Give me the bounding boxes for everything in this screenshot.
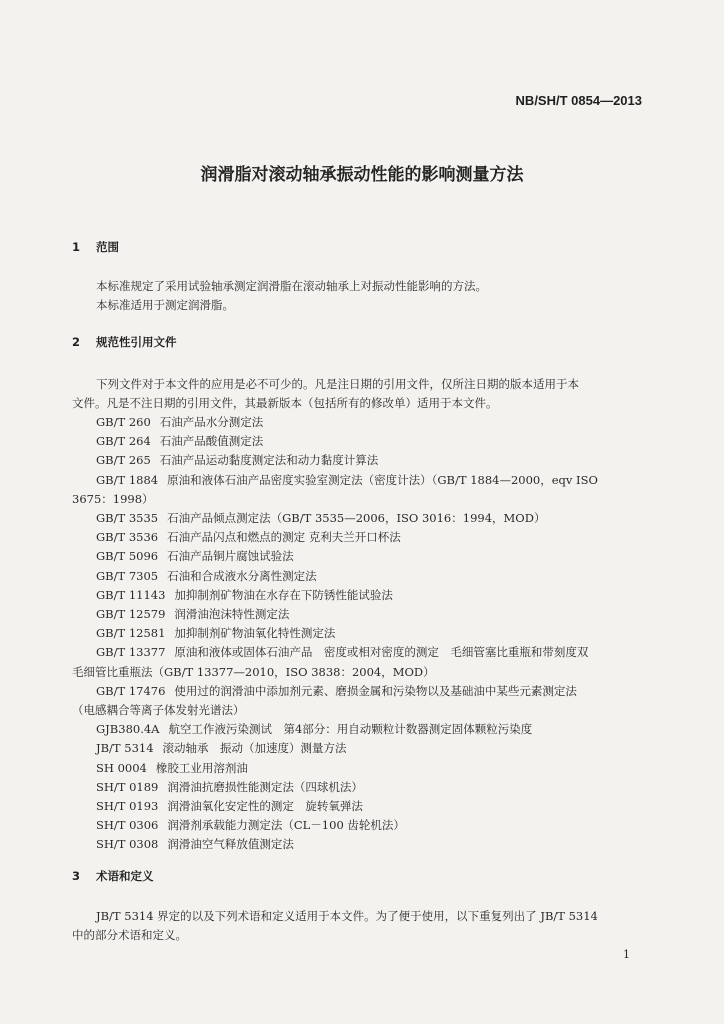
reference-item bbox=[96, 760, 248, 776]
reference-code: SH 0004 bbox=[96, 760, 147, 775]
reference-code: GB/T 3535 bbox=[96, 511, 159, 525]
reference-item bbox=[96, 625, 335, 641]
reference-code: GB/T 12581 bbox=[96, 626, 166, 641]
page-number: 1 bbox=[623, 948, 630, 961]
scope-line-2: 本标准适用于测定润滑脂。 bbox=[96, 298, 234, 312]
section-1-heading bbox=[72, 239, 119, 255]
section-number: 3 bbox=[72, 869, 81, 883]
reference-code: GB/T 17476 bbox=[96, 683, 166, 698]
reference-code: GB/T 5096 bbox=[96, 549, 159, 564]
reference-code: SH/T 0189 bbox=[96, 779, 159, 794]
section-number: 2 bbox=[72, 335, 81, 349]
reference-title: 石油产品水分测定法 bbox=[159, 415, 264, 429]
reference-item bbox=[96, 452, 378, 468]
reference-item bbox=[96, 529, 401, 545]
terms-intro-line-2: 中的部分术语和定义。 bbox=[72, 928, 187, 942]
scope-line-1: 本标准规定了采用试验轴承测定润滑脂在滚动轴承上对振动性能影响的方法。 bbox=[96, 279, 487, 293]
reference-code: GB/T 3536 bbox=[96, 530, 159, 545]
section-title: 规范性引用文件 bbox=[96, 335, 177, 349]
reference-item bbox=[96, 836, 294, 852]
document-title: 润滑脂对滚动轴承振动性能的影响测量方法 bbox=[200, 165, 524, 185]
reference-code: GB/T 13377 bbox=[96, 645, 166, 660]
reference-code: GB/T 260 bbox=[96, 415, 151, 429]
reference-title: 滚动轴承 振动（加速度）测量方法 bbox=[162, 741, 347, 756]
reference-title: 石油产品铜片腐蚀试验法 bbox=[167, 549, 294, 564]
reference-code: GB/T 12579 bbox=[96, 607, 166, 621]
reference-item bbox=[96, 740, 347, 756]
reference-title: 润滑油空气释放值测定法 bbox=[167, 837, 294, 852]
reference-title: 石油产品倾点测定法（GB/T 3535—2006，ISO 3016：1994，MOD） bbox=[167, 511, 546, 525]
reference-item bbox=[96, 568, 317, 584]
section-title: 范围 bbox=[96, 240, 120, 254]
reference-continuation: 毛细管比重瓶法（GB/T 13377—2010，ISO 3838：2004，MOD） bbox=[72, 664, 435, 679]
reference-item bbox=[96, 433, 263, 449]
reference-item bbox=[96, 472, 598, 488]
reference-title: 石油产品酸值测定法 bbox=[159, 434, 264, 449]
reference-title: 原油和液体石油产品密度实验室测定法（密度计法）（GB/T 1884—2000，eqv ISO bbox=[167, 472, 598, 487]
reference-title: 原油和液体或固体石油产品 密度或相对密度的测定 毛细管塞比重瓶和带刻度双 bbox=[174, 645, 589, 660]
reference-code: GB/T 1884 bbox=[96, 472, 159, 487]
reference-item bbox=[96, 798, 363, 814]
reference-code: SH/T 0306 bbox=[96, 818, 159, 833]
reference-item bbox=[96, 548, 294, 564]
references-intro-line-1: 下列文件对于本文件的应用是必不可少的。凡是注日期的引用文件，仅所注日期的版本适用于本 bbox=[96, 377, 579, 391]
reference-item bbox=[96, 721, 532, 737]
reference-title: 润滑油抗磨损性能测定法（四球机法） bbox=[167, 779, 363, 794]
section-number: 1 bbox=[72, 240, 81, 254]
section-3-heading bbox=[72, 868, 154, 884]
reference-code: GB/T 264 bbox=[96, 434, 151, 449]
reference-title: 润滑剂承载能力测定法（CL－100 齿轮机法） bbox=[167, 818, 405, 833]
reference-item bbox=[96, 510, 545, 526]
reference-continuation: 3675：1998） bbox=[72, 491, 154, 506]
references-intro-line-2: 文件。凡是不注日期的引用文件，其最新版本（包括所有的修改单）适用于本文件。 bbox=[72, 396, 498, 410]
reference-title: 加抑制剂矿物油氧化特性测定法 bbox=[174, 626, 336, 641]
reference-code: GB/T 7305 bbox=[96, 568, 159, 583]
reference-code: SH/T 0308 bbox=[96, 837, 159, 852]
reference-title: 加抑制剂矿物油在水存在下防锈性能试验法 bbox=[174, 587, 393, 602]
reference-title: 润滑油氧化安定性的测定 旋转氧弹法 bbox=[167, 799, 363, 813]
reference-code: SH/T 0193 bbox=[96, 799, 159, 813]
section-title: 术语和定义 bbox=[96, 869, 154, 883]
reference-item bbox=[96, 587, 393, 603]
reference-code: GJB380.4A bbox=[96, 722, 160, 737]
reference-item bbox=[96, 414, 263, 430]
standard-code: NB/SH/T 0854—2013 bbox=[515, 93, 642, 108]
reference-item bbox=[96, 606, 289, 622]
reference-title: 石油产品运动黏度测定法和动力黏度计算法 bbox=[159, 453, 379, 468]
reference-item bbox=[96, 683, 577, 699]
reference-title: 橡胶工业用溶剂油 bbox=[155, 760, 248, 775]
reference-item bbox=[96, 817, 405, 833]
reference-continuation: （电感耦合等离子体发射光谱法） bbox=[72, 703, 245, 717]
reference-code: JB/T 5314 bbox=[96, 741, 154, 756]
reference-item bbox=[96, 779, 363, 795]
reference-code: GB/T 11143 bbox=[96, 587, 166, 602]
terms-intro-line-1: JB/T 5314 界定的以及下列术语和定义适用于本文件。为了便于使用，以下重复列出了 JB/T 5314 bbox=[96, 909, 598, 923]
reference-title: 航空工作液污染测试 第4部分：用自动颗粒计数器测定固体颗粒污染度 bbox=[168, 722, 533, 737]
reference-item bbox=[96, 644, 588, 660]
section-2-heading bbox=[72, 334, 177, 350]
reference-title: 石油和合成液水分离性测定法 bbox=[167, 568, 317, 583]
reference-code: GB/T 265 bbox=[96, 453, 151, 468]
reference-title: 石油产品闪点和燃点的测定 克利夫兰开口杯法 bbox=[167, 530, 401, 545]
reference-title: 润滑油泡沫特性测定法 bbox=[174, 607, 290, 621]
reference-title: 使用过的润滑油中添加剂元素、磨损金属和污染物以及基础油中某些元素测定法 bbox=[174, 683, 577, 698]
